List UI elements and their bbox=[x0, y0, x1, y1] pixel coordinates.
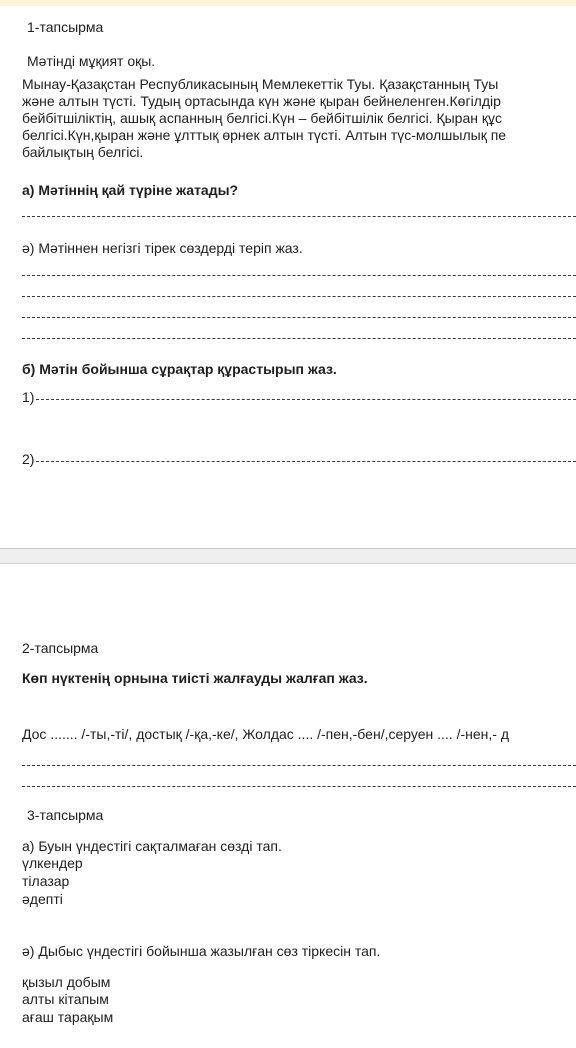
answer-line bbox=[22, 317, 576, 318]
task1-item-1: 1) bbox=[22, 389, 35, 405]
answer-line bbox=[22, 765, 576, 766]
phrase-option: ағаш тарақым bbox=[22, 1009, 114, 1025]
answer-line bbox=[22, 338, 576, 339]
paragraph-line: байлықтың белгісі. bbox=[22, 144, 144, 160]
task2-instruction: Көп нүктенің орнына тиісті жалғауды жалғап жаз. bbox=[22, 670, 368, 686]
task1-item-2: 2) bbox=[22, 451, 35, 467]
page-separator bbox=[0, 548, 576, 564]
task2-title: 2-тапсырма bbox=[22, 640, 99, 656]
task1-title: 1-тапсырма bbox=[27, 19, 104, 35]
task2-exercise: Дос ....... /-ты,-ті/, достық /-қа,-ке/, Жолдас .... /-пен,-бен/,серуен .... /-нен,- д bbox=[22, 726, 509, 742]
phrase-option: қызыл добым bbox=[22, 974, 111, 990]
word-option: тілазар bbox=[22, 873, 70, 889]
answer-line bbox=[22, 786, 576, 787]
task3-question-a: а) Буын үндестігі сақталмаған сөзді тап. bbox=[22, 838, 282, 854]
paragraph-line: Мынау-Қазақстан Республикасының Мемлекеттік Туы. Қазақстанның Туы bbox=[22, 76, 499, 92]
word-option: әдепті bbox=[22, 891, 63, 907]
task3-question-ae: ә) Дыбыс үндестігі бойынша жазылған сөз тіркесін тап. bbox=[22, 943, 381, 959]
task3-title: 3-тапсырма bbox=[27, 807, 104, 823]
task1-question-b: б) Мәтін бойынша сұрақтар құрастырып жаз. bbox=[22, 361, 337, 377]
paragraph-line: белгісі.Күн,қыран және ұлттық өрнек алтын түсті. Алтын түс-молшылық пе bbox=[22, 127, 507, 143]
document-page-2 bbox=[0, 565, 576, 1048]
answer-line bbox=[36, 399, 576, 400]
task1-question-ae: ә) Мәтіннен негізгі тірек сөздерді теріп жаз. bbox=[22, 240, 303, 256]
answer-line bbox=[22, 216, 576, 217]
paragraph-line: бейбітшіліктің, ашық аспанның белгісі.Күн – бейбітшілік белгісі. Қыран құс bbox=[22, 110, 502, 126]
task1-paragraph bbox=[22, 76, 576, 161]
task1-question-a: а) Мәтіннің қай түріне жатады? bbox=[22, 182, 239, 198]
answer-line bbox=[22, 296, 576, 297]
phrase-option: алты кітапым bbox=[22, 991, 109, 1007]
word-option: үлкендер bbox=[22, 855, 83, 871]
answer-line bbox=[22, 275, 576, 276]
paragraph-line: және алтын түсті. Тудың ортасында күн және қыран бейнеленген.Көгілдір bbox=[22, 93, 501, 109]
answer-line bbox=[36, 461, 576, 462]
task1-instruction: Мәтінді мұқият оқы. bbox=[27, 53, 156, 69]
document-page-1 bbox=[0, 6, 576, 548]
